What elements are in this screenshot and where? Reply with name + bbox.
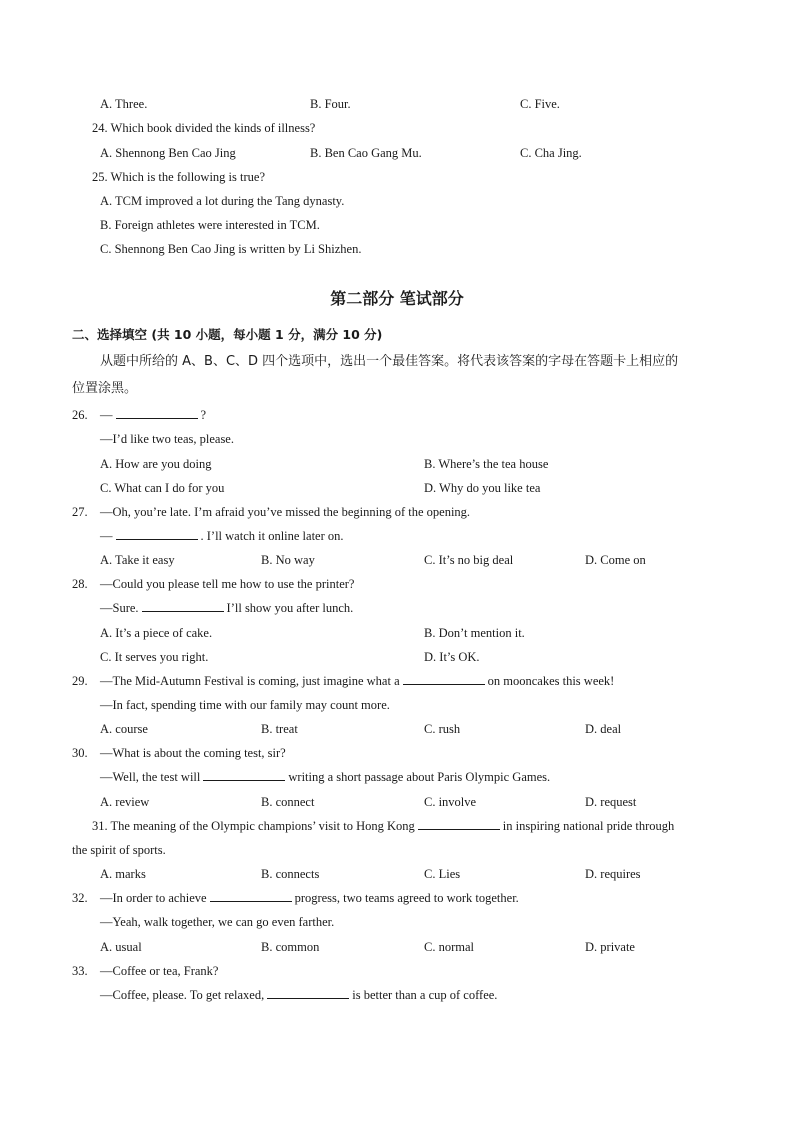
answer-blank <box>403 673 485 685</box>
answer-blank <box>116 407 198 419</box>
q24-option-a: A. Shennong Ben Cao Jing <box>100 146 236 160</box>
q26-number: 26. <box>72 408 88 422</box>
q32-line2: —Yeah, walk together, we can go even farther. <box>100 915 335 929</box>
part-title: 第二部分 笔试部分 <box>330 289 464 308</box>
q29-line2: —In fact, spending time with our family may count more. <box>100 698 390 712</box>
q31-option-a: A. marks <box>100 867 146 881</box>
q28-option-c: C. It serves you right. <box>100 650 209 664</box>
q26-option-c: C. What can I do for you <box>100 481 225 495</box>
q29-option-c: C. rush <box>424 722 461 736</box>
q33-line2: —Coffee, please. To get relaxed, is better than a cup of coffee. <box>100 988 498 1002</box>
q32-line1: —In order to achieve progress, two teams agreed to work together. <box>100 891 519 905</box>
q33-number: 33. <box>72 964 88 978</box>
q25-stem: 25. Which is the following is true? <box>92 170 266 184</box>
answer-blank <box>116 528 198 540</box>
q30-option-b: B. connect <box>261 795 315 809</box>
q24-option-b: B. Ben Cao Gang Mu. <box>310 146 422 160</box>
q30-line2: —Well, the test will writing a short passage about Paris Olympic Games. <box>100 770 551 784</box>
q26-option-a: A. How are you doing <box>100 457 212 471</box>
q33-line1: —Coffee or tea, Frank? <box>100 964 219 978</box>
q32-option-d: D. private <box>585 940 635 954</box>
q29-option-b: B. treat <box>261 722 298 736</box>
q29-option-a: A. course <box>100 722 148 736</box>
q27-option-c: C. It’s no big deal <box>424 553 514 567</box>
q30-line1: —What is about the coming test, sir? <box>100 746 286 760</box>
q27-line2: — . I’ll watch it online later on. <box>100 529 344 543</box>
q30-option-c: C. involve <box>424 795 477 809</box>
q30-number: 30. <box>72 746 88 760</box>
q23-option-c: C. Five. <box>520 97 560 111</box>
q25-option-b: B. Foreign athletes were interested in TCM. <box>100 218 320 232</box>
section-instruction-line1: 从题中所给的 A、B、C、D 四个选项中，选出一个最佳答案。将代表该答案的字母在答题卡上相应的 <box>100 354 679 369</box>
q28-line2: —Sure. I’ll show you after lunch. <box>100 601 354 615</box>
q29-option-d: D. deal <box>585 722 622 736</box>
q29-number: 29. <box>72 674 88 688</box>
q26-option-b: B. Where’s the tea house <box>424 457 549 471</box>
q28-option-d: D. It’s OK. <box>424 650 480 664</box>
q28-option-b: B. Don’t mention it. <box>424 626 525 640</box>
q24-stem: 24. Which book divided the kinds of illness? <box>92 121 316 135</box>
q25-option-a: A. TCM improved a lot during the Tang dynasty. <box>100 194 345 208</box>
q26-option-d: D. Why do you like tea <box>424 481 541 495</box>
q29-line1: —The Mid-Autumn Festival is coming, just imagine what a on mooncakes this week! <box>100 674 615 688</box>
q32-option-a: A. usual <box>100 940 142 954</box>
q31-option-d: D. requires <box>585 867 641 881</box>
q31-option-c: C. Lies <box>424 867 461 881</box>
q24-option-c: C. Cha Jing. <box>520 146 582 160</box>
section-instruction-line2: 位置涂黑。 <box>72 381 138 396</box>
q31-line2: the spirit of sports. <box>72 843 166 857</box>
answer-blank <box>203 769 285 781</box>
q23-option-a: A. Three. <box>100 97 148 111</box>
q25-option-c: C. Shennong Ben Cao Jing is written by Li Shizhen. <box>100 242 362 256</box>
q23-option-b: B. Four. <box>310 97 351 111</box>
q28-number: 28. <box>72 577 88 591</box>
q31-option-b: B. connects <box>261 867 320 881</box>
q30-option-d: D. request <box>585 795 637 809</box>
q30-option-a: A. review <box>100 795 150 809</box>
q32-option-b: B. common <box>261 940 320 954</box>
answer-blank <box>267 987 349 999</box>
q27-line1: —Oh, you’re late. I’m afraid you’ve missed the beginning of the opening. <box>100 505 471 519</box>
q31-line1: 31. The meaning of the Olympic champions’ visit to Hong Kong in inspiring national pride through <box>92 819 675 833</box>
q26-line2: —I’d like two teas, please. <box>100 432 234 446</box>
section-heading: 二、选择填空 (共 10 小题，每小题 1 分，满分 10 分) <box>72 327 383 342</box>
q28-line1: —Could you please tell me how to use the printer? <box>100 577 355 591</box>
q27-option-d: D. Come on <box>585 553 646 567</box>
answer-blank <box>142 600 224 612</box>
answer-blank <box>210 890 292 902</box>
q27-number: 27. <box>72 505 88 519</box>
q32-number: 32. <box>72 891 88 905</box>
q26-line1: — ? <box>100 408 207 422</box>
answer-blank <box>418 818 500 830</box>
q28-option-a: A. It’s a piece of cake. <box>100 626 213 640</box>
q27-option-a: A. Take it easy <box>100 553 175 567</box>
q32-option-c: C. normal <box>424 940 474 954</box>
q27-option-b: B. No way <box>261 553 315 567</box>
